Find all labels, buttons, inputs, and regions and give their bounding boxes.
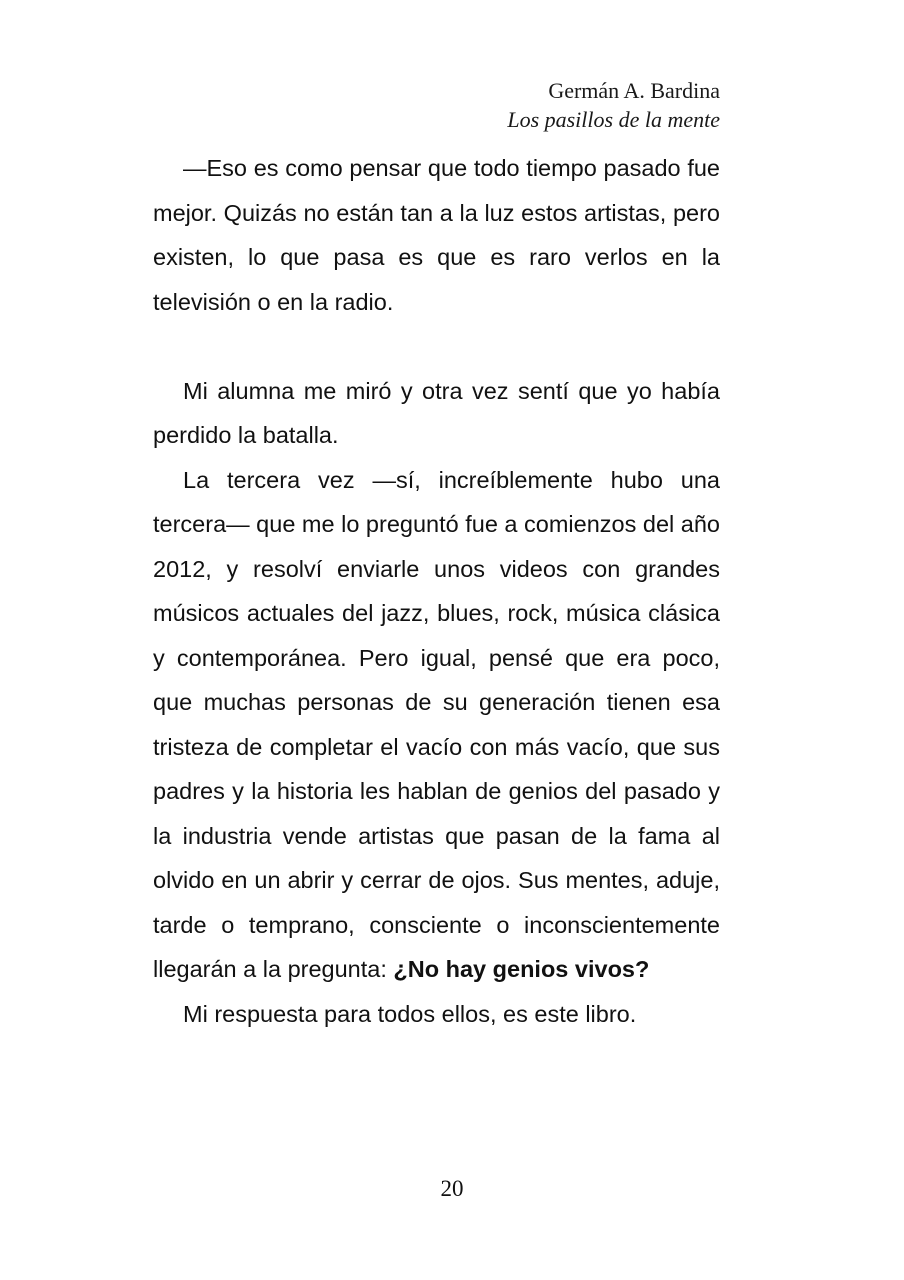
paragraph-3 (153, 458, 720, 992)
running-header (507, 76, 720, 134)
page-number: 20 (440, 1176, 464, 1201)
paragraph-4: Mi respuesta para todos ellos, es este libro. (183, 1000, 637, 1027)
paragraph-1: —Eso es como pensar que todo tiempo pasado fue mejor. Quizás no están tan a la luz estos artistas, pero existen, lo que pasa es que es raro verlos en la televisión o en la radio. (153, 155, 720, 315)
paragraph-3-bold-question: ¿No hay genios vivos? (393, 956, 650, 982)
paragraph-3-text: La tercera vez —sí, increíblemente hubo una tercera— que me lo preguntó fue a comienzos del año 2012, y resolví enviarle unos videos con grandes músicos actuales del jazz, blues, rock, música clásica y contemporánea. Pero igual, pensé que era poco, que muchas personas de su generación tienen esa tristeza de completar el vacío con más vacío, que sus padres y la historia les hablan de genios del pasado y la industria vende artistas que pasan de la fama al olvido en un abrir y cerrar de ojos. Sus mentes, aduje, tarde o temprano, consciente o inconscientemente llegarán a la pregunta: (153, 466, 720, 982)
header-author: Germán A. Bardina (548, 78, 720, 103)
body-text (153, 146, 720, 1036)
paragraph-2: Mi alumna me miró y otra vez sentí que yo había perdido la batalla. (153, 377, 720, 448)
header-book-title: Los pasillos de la mente (507, 107, 720, 132)
